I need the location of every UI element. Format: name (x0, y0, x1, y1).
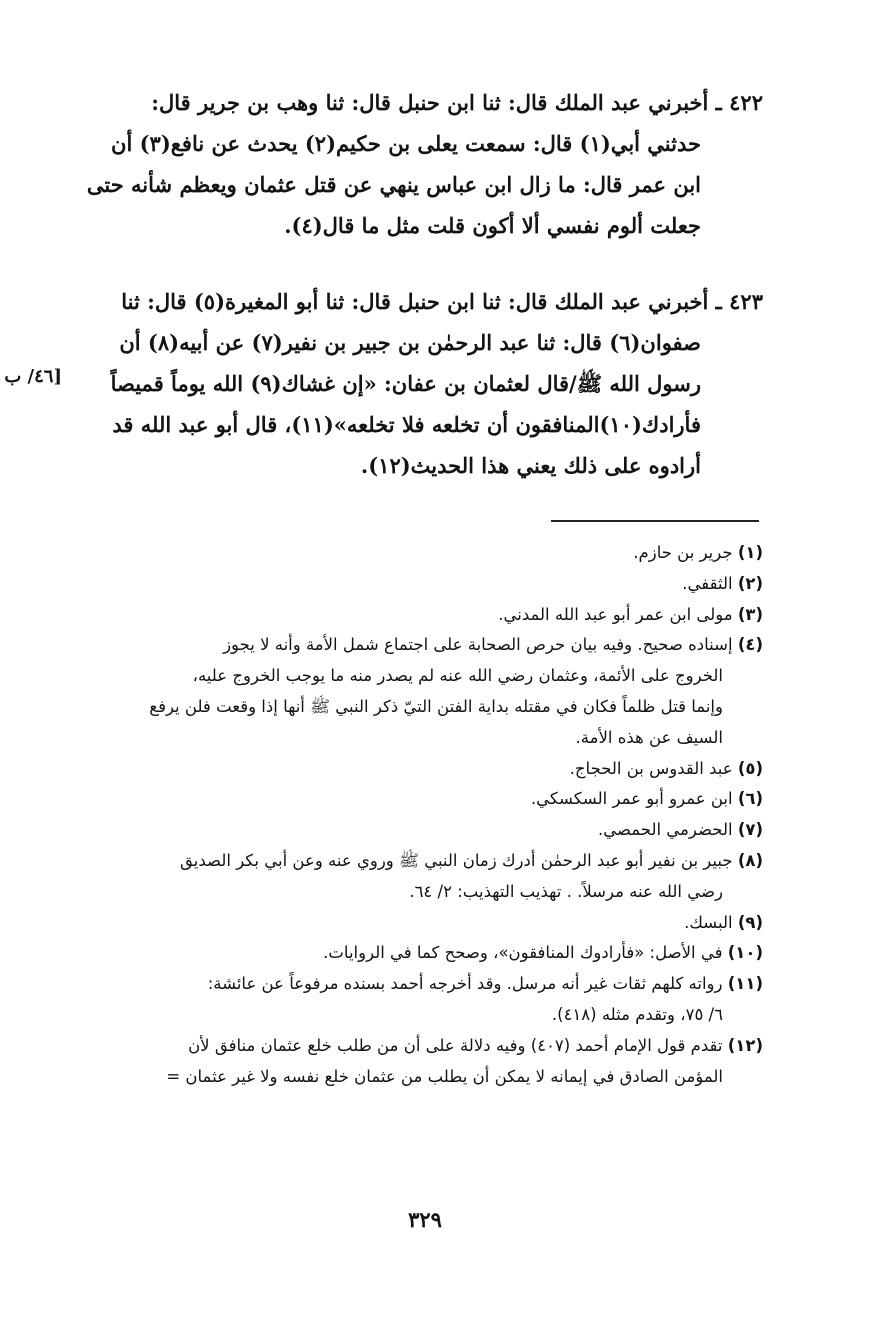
footnote-text: في الأصل: «فأرادوك المنافقون»، وصحح كما في الروايات. (323, 943, 723, 963)
hadith-422 (73, 82, 763, 246)
page-number: ٣٢٩ (408, 1207, 442, 1232)
footnote-number: (٣) (737, 604, 763, 624)
hadith-text: أخبرني عبد الملك قال: ثنا ابن حنبل قال: ثنا أبو المغيرة(٥) قال: ثنا (121, 289, 709, 314)
hadith-text: حدثني أبي(١) قال: سمعت يعلى بن حكيم(٢) يحدث عن نافع(٣) أن (111, 131, 701, 156)
footnote-text: ابن عمرو أبو عمر السكسكي. (530, 789, 733, 809)
footnote-text: الحضرمي الحمصي. (597, 820, 733, 840)
footnote-4-cont: الخروج على الأئمة، وعثمان رضي الله عنه لم يصدر منه ما يوجب الخروج عليه، (192, 666, 723, 686)
footnote-text: جرير بن حازم. (633, 543, 733, 562)
footnote-number: (٤) (737, 635, 763, 655)
footnote-number: (٦) (737, 789, 763, 809)
footnote-2 (73, 569, 763, 600)
footnote-text: تقدم قول الإمام أحمد (٤٠٧) وفيه دلالة على أن من طلب خلع عثمان منافق لأن (188, 1035, 723, 1055)
footnote-6 (73, 784, 763, 815)
hadith-text: رسول الله ﷺ/قال لعثمان بن عفان: «إن غشاك(٩) الله يوماً قميصاً (110, 371, 701, 396)
footnote-number: (٥) (737, 758, 763, 778)
hadith-line: ٤٢٣ ـ أخبرني عبد الملك قال: ثنا ابن حنبل قال: ثنا أبو المغيرة(٥) قال: ثنا (121, 289, 763, 314)
footnote-separator (551, 520, 759, 522)
footnotes (73, 538, 763, 1092)
hadith-text: أخبرني عبد الملك قال: ثنا ابن حنبل قال: ثنا وهب بن جرير قال: (151, 90, 709, 115)
footnote-number: (٧) (737, 820, 763, 840)
footnote-text: الثقفي. (682, 573, 733, 593)
footnote-5 (73, 754, 763, 785)
hadith-text: أرادوه على ذلك يعني هذا الحديث(١٢). (360, 453, 701, 478)
footnote-8 (73, 846, 763, 877)
hadith-number: ٤٢٣ (729, 289, 763, 314)
footnote-text: مولى ابن عمر أبو عبد الله المدني. (498, 604, 733, 624)
footnote-4-cont: وإنما قتل ظلماً فكان في مقتله بداية الفتن التيّ ذكر النبي ﷺ أنها إذا وقعت فلن يرفع (149, 696, 723, 716)
footnote-text: رواته كلهم ثقات غير أنه مرسل. وقد أخرجه أحمد بسنده مرفوعاً عن عائشة: (207, 974, 723, 994)
footnote-8-cont: رضي الله عنه مرسلاً. . تهذيب التهذيب: ٢/ ٦٤. (409, 881, 723, 901)
footnote-number: (١) (737, 543, 763, 562)
hadith-text: فأرادك(١٠)المنافقون أن تخلعه فلا تخلعه»(١١)، قال أبو عبد الله قد (112, 412, 701, 437)
footnote-number: (٢) (737, 573, 763, 593)
footnote-number: (١١) (727, 974, 763, 994)
footnote-11 (73, 969, 763, 1000)
footnote-9 (73, 908, 763, 939)
hadith-line (73, 404, 763, 445)
footnote-4 (73, 630, 763, 661)
hadith-line (73, 164, 763, 205)
footnote-3 (73, 600, 763, 631)
footnote-number: (١٠) (727, 943, 763, 963)
footnote-number: (١٢) (727, 1035, 763, 1055)
footnote-text: جبير بن نفير أبو عبد الرحمٰن أدرك زمان النبي ﷺ وروي عنه وعن أبي بكر الصديق (180, 850, 733, 870)
footnote-4-cont: السيف عن هذه الأمة. (575, 727, 723, 747)
footnote-12-cont: المؤمن الصادق في إيمانه لا يمكن أن يطلب من عثمان خلع نفسه ولا غير عثمان = (166, 1066, 723, 1086)
hadith-line (73, 363, 763, 404)
hadith-text: جعلت ألوم نفسي ألا أكون قلت مثل ما قال(٤). (284, 213, 701, 238)
footnote-11-cont: ٦/ ٧٥، وتقدم مثله (٤١٨). (551, 1004, 723, 1024)
footnote-10 (73, 938, 763, 969)
hadith-line (73, 205, 763, 246)
footnote-7 (73, 815, 763, 846)
footnote-1 (73, 538, 763, 569)
hadith-line (73, 322, 763, 363)
hadith-423 (73, 281, 763, 486)
footnote-text: إسناده صحيح. وفيه بيان حرص الصحابة على اجتماع شمل الأمة وأنه لا يجوز (223, 635, 733, 655)
hadith-line (73, 445, 763, 486)
hadith-text: صفوان(٦) قال: ثنا عبد الرحمٰن بن جبير بن نفير(٧) عن أبيه(٨) أن (119, 330, 701, 355)
hadith-line (73, 123, 763, 164)
hadith-line: ٤٢٢ ـ أخبرني عبد الملك قال: ثنا ابن حنبل قال: ثنا وهب بن جرير قال: (151, 90, 763, 115)
hadith-number: ٤٢٢ (729, 90, 763, 115)
footnote-number: (٩) (737, 912, 763, 932)
footnote-12 (73, 1031, 763, 1062)
hadith-text: ابن عمر قال: ما زال ابن عباس ينهي عن قتل عثمان ويعظم شأنه حتى (86, 172, 701, 197)
manuscript-folio-note: [٤٦/ ب (4, 366, 62, 387)
footnote-number: (٨) (737, 850, 763, 870)
footnote-text: البسك. (684, 912, 733, 932)
footnote-text: عبد القدوس بن الحجاج. (569, 758, 733, 778)
